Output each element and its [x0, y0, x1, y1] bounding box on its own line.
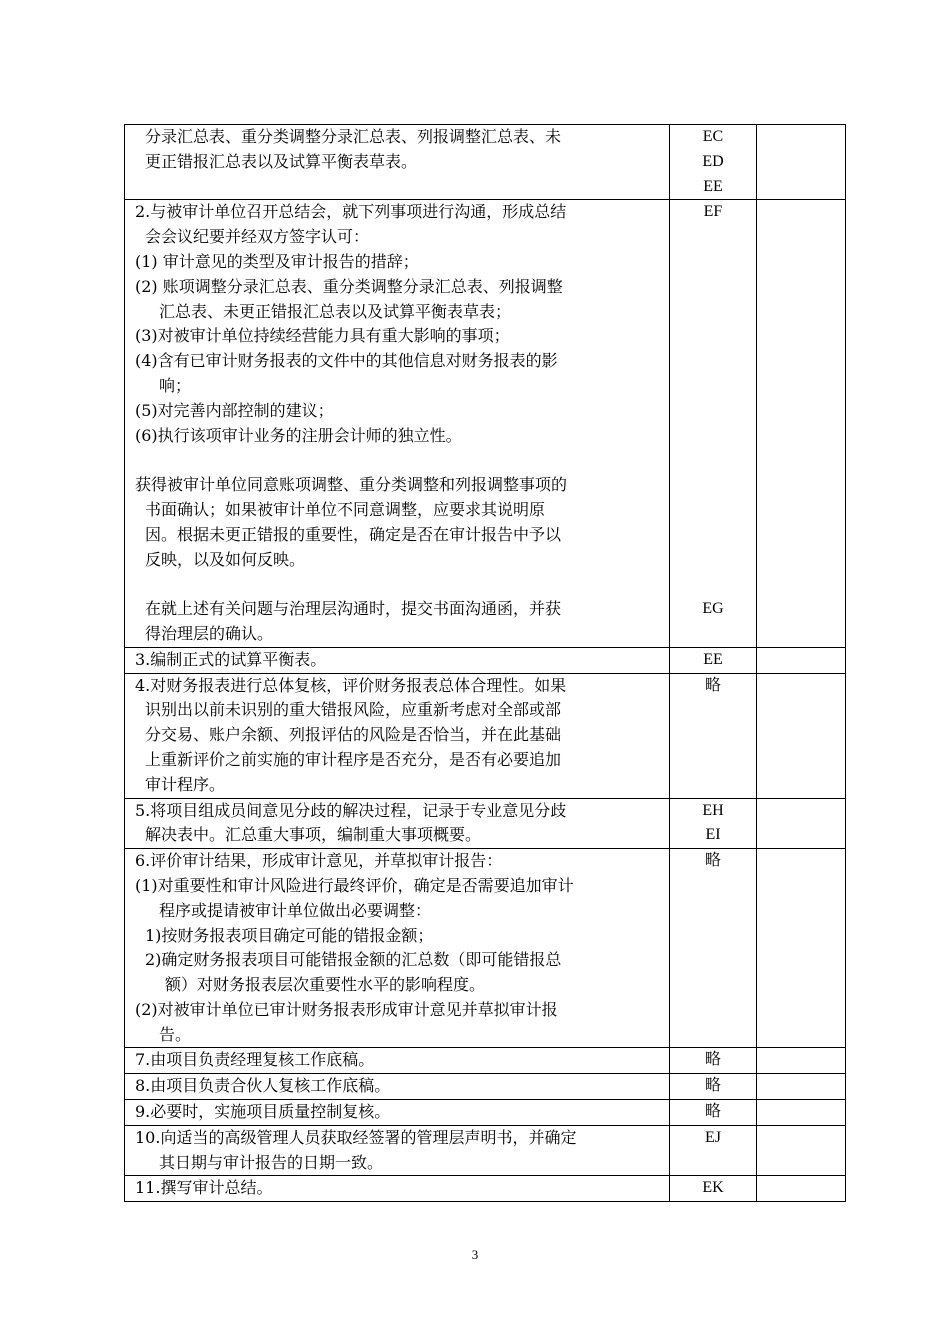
- reference-code: 略: [704, 1077, 721, 1095]
- table-row: [125, 1100, 846, 1126]
- blank-cell: [757, 125, 846, 200]
- reference-code: [670, 225, 756, 250]
- procedure-line: 8.由项目负责合伙人复核工作底稿。: [135, 1076, 391, 1096]
- reference-code: 略: [704, 1103, 721, 1121]
- procedure-cell: [125, 647, 670, 673]
- reference-code: EI: [705, 826, 721, 844]
- blank-cell: [757, 673, 846, 798]
- reference-code: [670, 572, 756, 597]
- procedure-cell: [125, 1048, 670, 1074]
- table-body: [125, 125, 846, 1202]
- procedure-line: 9.必要时，实施项目质量控制复核。: [135, 1102, 391, 1122]
- procedure-line: 获得被审计单位同意账项调整、重分类调整和列报调整事项的: [135, 475, 568, 495]
- procedure-line: 因。根据未更正错报的重要性，确定是否在审计报告中予以: [145, 524, 562, 544]
- procedure-line: 4.对财务报表进行总体复核，评价财务报表总体合理性。如果: [135, 675, 567, 695]
- procedure-cell: [125, 1176, 670, 1202]
- table-row: [125, 1125, 846, 1176]
- reference-cell: [670, 1125, 757, 1176]
- reference-code: [670, 424, 756, 449]
- procedure-line: 书面确认；如果被审计单位不同意调整，应要求其说明原: [145, 499, 546, 519]
- table-row: [125, 1074, 846, 1100]
- reference-code: [670, 275, 756, 300]
- table-row: [125, 647, 846, 673]
- audit-procedure-table: [124, 124, 846, 1202]
- blank-cell: [757, 1048, 846, 1074]
- blank-cell: [757, 1125, 846, 1176]
- reference-code: EC: [702, 128, 724, 145]
- reference-code: 略: [704, 1051, 721, 1069]
- procedure-line: 程序或提请被审计单位做出必要调整：: [159, 900, 432, 920]
- procedure-line: 分录汇总表、重分类调整分录汇总表、列报调整汇总表、未: [145, 127, 562, 146]
- procedure-line: 解决表中。汇总重大事项，编制重大事项概要。: [145, 825, 482, 845]
- blank-cell: [757, 1100, 846, 1126]
- table-row: [125, 125, 846, 200]
- procedure-cell: [125, 673, 670, 798]
- reference-code: [670, 324, 756, 349]
- procedure-line: 上重新评价之前实施的审计程序是否充分，是否有必要追加: [145, 749, 562, 769]
- reference-code: EE: [703, 650, 723, 668]
- blank-cell: [757, 849, 846, 1048]
- procedure-line: 得治理层的确认。: [145, 623, 274, 643]
- procedure-line: (6)执行该项审计业务的注册会计师的独立性。: [135, 425, 462, 445]
- procedure-line: 3.编制正式的试算平衡表。: [135, 649, 327, 669]
- reference-code: 略: [704, 852, 721, 870]
- reference-cell: [670, 125, 757, 200]
- procedure-line: 11.撰写审计总结。: [135, 1178, 273, 1198]
- blank-cell: [757, 647, 846, 673]
- procedure-line: 1)按财务报表项目确定可能的错报金额；: [145, 925, 434, 945]
- reference-code: ED: [702, 152, 724, 170]
- procedure-line: 2.与被审计单位召开总结会，就下列事项进行沟通，形成总结: [135, 202, 567, 222]
- reference-cell: [670, 1100, 757, 1126]
- reference-cell: [670, 673, 757, 798]
- procedure-line: 10.向适当的高级管理人员获取经签署的管理层声明书，并确定: [135, 1127, 577, 1147]
- table-row: [125, 673, 846, 798]
- reference-code: [670, 548, 756, 573]
- procedure-line: 审计程序。: [145, 774, 226, 794]
- reference-cell: [670, 200, 757, 647]
- reference-code: [670, 448, 756, 473]
- procedure-line: (2)对被审计单位已审计财务报表形成审计意见并草拟审计报: [135, 999, 558, 1019]
- reference-code: [670, 399, 756, 424]
- table-row: [125, 1176, 846, 1202]
- procedure-line: 会会议纪要并经双方签字认可：: [145, 227, 370, 247]
- reference-cell: [670, 849, 757, 1048]
- reference-code: [670, 374, 756, 399]
- procedure-line: 识别出以前未识别的重大错报风险，应重新考虑对全部或部: [145, 700, 562, 720]
- blank-cell: [757, 200, 846, 647]
- blank-cell: [757, 798, 846, 849]
- procedure-line: (2) 账项调整分录汇总表、重分类调整分录汇总表、列报调整: [135, 276, 563, 296]
- procedure-line: 更正错报汇总表以及试算平衡表草表。: [145, 151, 418, 171]
- reference-code: EH: [702, 801, 724, 819]
- table-row: [125, 200, 846, 647]
- table-row: [125, 1048, 846, 1074]
- reference-code: EJ: [705, 1128, 721, 1146]
- table-row: [125, 849, 846, 1048]
- reference-code: [670, 349, 756, 374]
- page-number: 3: [471, 1247, 479, 1262]
- reference-code: [670, 498, 756, 523]
- procedure-line: (1) 审计意见的类型及审计报告的措辞；: [135, 251, 419, 271]
- reference-code: [670, 250, 756, 275]
- procedure-line: 7.由项目负责经理复核工作底稿。: [135, 1050, 375, 1070]
- procedure-line: 5.将项目组成员间意见分歧的解决过程，记录于专业意见分歧: [135, 800, 567, 820]
- reference-code: EK: [702, 1179, 724, 1197]
- procedure-cell: [125, 200, 670, 647]
- procedure-cell: [125, 1074, 670, 1100]
- procedure-line: 其日期与审计报告的日期一致。: [159, 1152, 384, 1172]
- procedure-line: (5)对完善内部控制的建议；: [135, 400, 334, 420]
- reference-code: EG: [702, 600, 724, 618]
- procedure-cell: [125, 125, 670, 200]
- procedure-line: 6.评价审计结果，形成审计意见，并草拟审计报告：: [135, 851, 503, 871]
- procedure-line: 2)确定财务报表项目可能错报金额的汇总数（即可能错报总: [145, 950, 562, 970]
- reference-cell: [670, 1074, 757, 1100]
- reference-code: [670, 622, 756, 647]
- table-row: [125, 798, 846, 849]
- procedure-line: 分交易、账户余额、列报评估的风险是否恰当，并在此基础: [145, 725, 562, 745]
- reference-cell: [670, 798, 757, 849]
- blank-cell: [757, 1074, 846, 1100]
- procedure-cell: [125, 1125, 670, 1176]
- procedure-line: 在就上述有关问题与治理层沟通时，提交书面沟通函，并获: [145, 599, 562, 619]
- reference-cell: [670, 1176, 757, 1202]
- procedure-line: (4)含有已审计财务报表的文件中的其他信息对财务报表的影: [135, 351, 558, 371]
- procedure-line: 响；: [159, 375, 192, 395]
- reference-code: EF: [703, 203, 723, 221]
- procedure-cell: [125, 1100, 670, 1126]
- reference-code: [670, 300, 756, 325]
- reference-code: [670, 473, 756, 498]
- procedure-line: [135, 572, 661, 597]
- procedure-line: 额）对财务报表层次重要性水平的影响程度。: [165, 975, 486, 995]
- procedure-line: 告。: [159, 1024, 192, 1044]
- procedure-line: (1)对重要性和审计风险进行最终评价，确定是否需要追加审计: [135, 875, 574, 895]
- reference-cell: [670, 1048, 757, 1074]
- procedure-line: 汇总表、未更正错报汇总表以及试算平衡表草表；: [159, 301, 512, 321]
- blank-cell: [757, 1176, 846, 1202]
- reference-code: EE: [703, 177, 723, 195]
- reference-code: 略: [704, 676, 721, 694]
- procedure-line: 反映，以及如何反映。: [145, 549, 306, 569]
- reference-cell: [670, 647, 757, 673]
- procedure-line: [135, 448, 661, 473]
- procedure-cell: [125, 849, 670, 1048]
- reference-code: [670, 523, 756, 548]
- procedure-cell: [125, 798, 670, 849]
- procedure-line: (3)对被审计单位持续经营能力具有重大影响的事项；: [135, 326, 510, 346]
